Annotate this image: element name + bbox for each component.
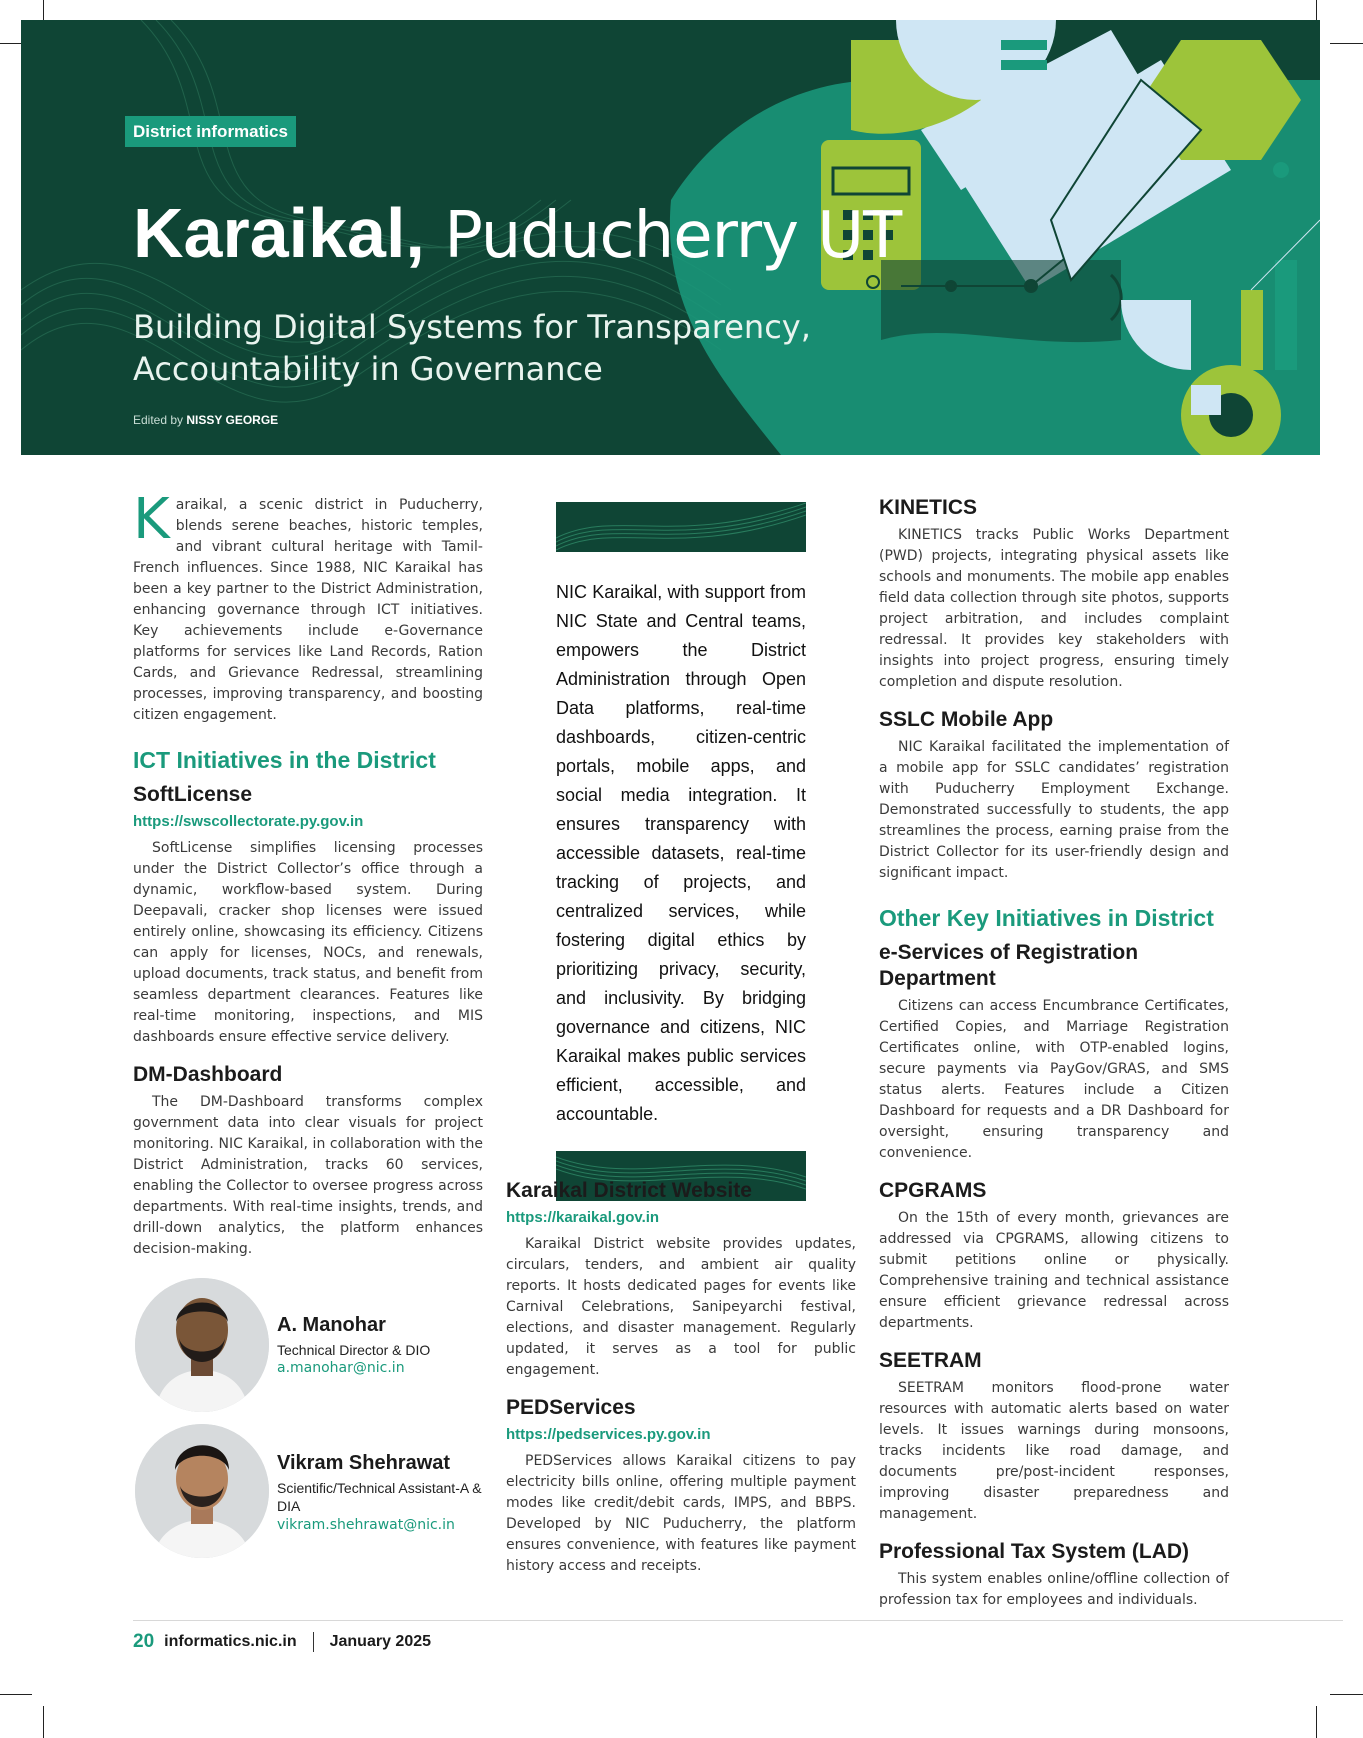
column-right: [879, 495, 1229, 1611]
page-title: [133, 194, 902, 273]
page-subtitle: [133, 306, 893, 390]
body-kinetics: KINETICS tracks Public Works Department (PWD) projects, integrating physical assets like schools and monuments. The mobile app enables field data collection through site photos, supports project arbitration, and includes complaint redressal. It provides key stakeholders with insights into project progress, ensuring timely completion and dispute resolution.: [879, 527, 1229, 690]
person-role: Technical Director & DIO: [277, 1342, 431, 1358]
crop-mark: [0, 1694, 32, 1695]
body-sslc: NIC Karaikal facilitated the implementation of a mobile app for SSLC candidates’ registration with Puducherry Employment Exchange. Demonstrated successfully to students, the app streamlines the process, earning praise from the District Collector for its user-friendly design and significant impact.: [879, 739, 1229, 881]
crop-mark: [1330, 43, 1363, 44]
page-footer: [133, 1631, 431, 1653]
section-title-other: Other Key Initiatives in District: [879, 905, 1214, 931]
subtitle-line-1: Building Digital Systems for Transparency,: [133, 308, 811, 346]
heading-professional-tax: Professional Tax System (LAD): [879, 1540, 1190, 1563]
intro-text: araikal, a scenic district in Puducherry, blends serene beaches, historic temples, and vibrant cultural heritage with Tamil-French influences. Since 1988, NIC Karaikal has been a key partner to the District Administration, enhancing governance through ICT initiatives. Key achievements include e-Governance platforms for services like Land Records, Ration Cards, and Grievance Redressal, streamlining processes, improving transparency, and boosting citizen engagement.: [133, 497, 483, 723]
link-softlicense[interactable]: https://swscollectorate.py.gov.in: [133, 813, 364, 830]
body-seetram: SEETRAM monitors flood-prone water resources with automatic alerts based on water levels. It issues warnings during monsoons, tracks incidents like road damage, and documents pre/post-incident responses, improving disaster preparedness and management.: [879, 1380, 1229, 1522]
hero-banner: [21, 20, 1320, 455]
body-professional-tax: This system enables online/offline collection of profession tax for employees and individuals.: [879, 1571, 1229, 1608]
title-light: Puducherry UT: [424, 199, 902, 273]
footer-divider: [133, 1620, 1343, 1621]
body-dm-dashboard: The DM-Dashboard transforms complex government data into clear visuals for project monitoring. NIC Karaikal, in collaboration with the District Administration, tracks 60 services, enabling the Collector to oversee progress across departments. With real-time insights, trends, and drill-down analytics, the platform enhances decision-making.: [133, 1094, 483, 1257]
heading-cpgrams: CPGRAMS: [879, 1179, 987, 1202]
body-cpgrams: On the 15th of every month, grievances are addressed via CPGRAMS, allowing citizens to submit petitions online or physically. Comprehensive training and technical assistance ensure efficient grievance redressal across departments.: [879, 1210, 1229, 1331]
person-name: Vikram Shehrawat: [277, 1452, 451, 1474]
intro-paragraph: [133, 487, 483, 726]
person-email[interactable]: vikram.shehrawat@nic.in: [277, 1517, 455, 1533]
footer-issue: January 2025: [329, 1633, 432, 1650]
person-email[interactable]: a.manohar@nic.in: [277, 1360, 405, 1376]
person-role: Scientific/Technical Assistant-A & DIA: [277, 1480, 482, 1514]
heading-dm-dashboard: DM-Dashboard: [133, 1063, 283, 1086]
page-number: 20: [133, 1631, 155, 1652]
body-eservices: Citizens can access Encumbrance Certificates, Certified Copies, and Marriage Registration Certificates online, with OTP-enabled logins, secure payments via PayGov/GRAS, and SMS status alerts. Features include a Citizen Dashboard for requests and a DR Dashboard for oversight, ensuring transparency and convenience.: [879, 998, 1229, 1161]
wave-decoration: [556, 502, 806, 552]
crop-mark: [43, 1706, 44, 1738]
avatar: [135, 1424, 269, 1558]
crop-mark: [1330, 1694, 1363, 1695]
section-title-ict: ICT Initiatives in the District: [133, 747, 436, 773]
body-district-website: Karaikal District website provides updates, circulars, tenders, and ambient air quality reports. It hosts dedicated pages for events like Carnival Celebrations, Sanipeyarchi festival, elections, and disaster management. Regularly updated, it serves as a tool for public engagement.: [506, 1236, 856, 1378]
editor-name: NISSY GEORGE: [186, 413, 279, 427]
person-photo: [135, 1278, 269, 1412]
heading-eservices: e-Services of Registration Department: [879, 941, 1139, 990]
subtitle-line-2: Accountability in Governance: [133, 350, 603, 388]
pull-quote-box: [556, 502, 806, 1201]
heading-kinetics: KINETICS: [879, 496, 978, 519]
body-softlicense: SoftLicense simplifies licensing processes under the District Collector’s office through a dynamic, workflow-based system. During Deepavali, cracker shop licenses were issued entirely online, showcasing its efficiency. Citizens can apply for licenses, NOCs, and renewals, upload documents, track status, and benefit from seamless department clearances. Features like real-time monitoring, inspections, and MIS dashboards ensure effective service delivery.: [133, 840, 483, 1045]
link-pedservices[interactable]: https://pedservices.py.gov.in: [506, 1426, 711, 1443]
heading-district-website: Karaikal District Website: [506, 1179, 752, 1202]
person-name: A. Manohar: [277, 1314, 386, 1336]
body-pedservices: PEDServices allows Karaikal citizens to pay electricity bills online, offering multiple payment modes like credit/debit cards, IMPS, and BBPS. Developed by NIC Puducherry, the platform ensures convenience, with features like payment history access and receipts.: [506, 1453, 856, 1574]
author-card: [135, 1278, 495, 1408]
crop-mark: [1316, 1706, 1317, 1738]
pull-quote-text: NIC Karaikal, with support from NIC State and Central teams, empowers the District Administration through Open Data platforms, real-time dashboards, citizen-centric portals, mobile apps, and social media integration. It ensures transparency with accessible datasets, real-time tracking of projects, and centralized services, while fostering digital ethics by prioritizing privacy, security, and inclusivity. By bridging governance and citizens, NIC Karaikal makes public services efficient, accessible, and accountable.: [556, 582, 806, 1124]
column-middle: [506, 1178, 856, 1577]
edited-by-label: Edited by: [133, 413, 187, 427]
heading-pedservices: PEDServices: [506, 1396, 636, 1419]
author-card: [135, 1424, 495, 1554]
heading-seetram: SEETRAM: [879, 1349, 982, 1372]
footer-separator: [313, 1632, 314, 1652]
avatar: [135, 1278, 269, 1412]
column-left: [133, 487, 483, 1260]
title-bold: Karaikal,: [133, 194, 425, 272]
heading-softlicense: SoftLicense: [133, 783, 253, 806]
person-photo: [135, 1424, 269, 1558]
footer-site[interactable]: informatics.nic.in: [164, 1633, 297, 1650]
category-tag: District informatics: [125, 116, 296, 147]
pull-quote-top-bar: [556, 502, 806, 552]
link-district-website[interactable]: https://karaikal.gov.in: [506, 1209, 660, 1226]
heading-sslc: SSLC Mobile App: [879, 708, 1054, 731]
drop-cap: K: [133, 487, 170, 552]
editor-credit: [133, 413, 278, 427]
